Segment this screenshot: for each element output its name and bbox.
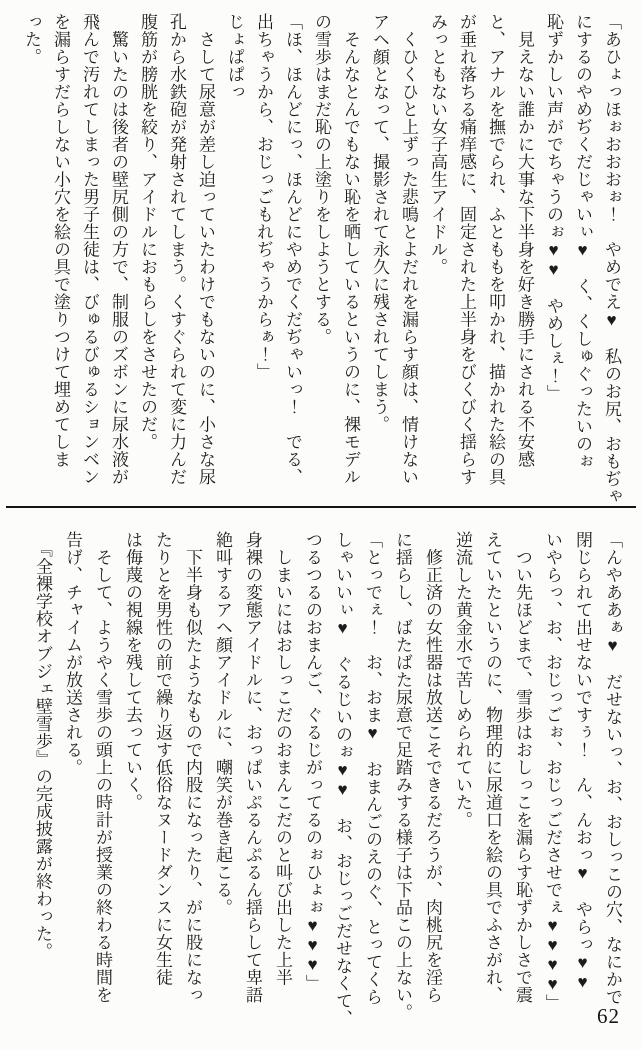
text-column: アヘ顔となって、撮影されて永久に残されてしまう。: [370, 13, 389, 433]
text-column: 「ほ、ほんどにっ、ほんどにやめでくだぢゃいっ！ でる、: [283, 13, 302, 486]
text-column: そして、ようやく雪歩の頭上の時計が授業の終わる時間を: [93, 531, 112, 1004]
text-column: じょぱぱっ: [225, 13, 244, 101]
bottom-text-block: [27, 531, 627, 1027]
text-column: 『全裸学校オブジェ壁雪歩』の完成披露が終わった。: [33, 531, 52, 960]
text-column: 恥ずかしい声がでちゃうのぉ♥♥ やめしぇ！」: [544, 13, 563, 402]
text-column: みっともない女子高生アイドル。: [428, 13, 447, 276]
text-column: しまいにはおしっこだのおまんこだのと叫び出した上半: [273, 531, 292, 986]
text-column: を漏らすだらしない小穴を絵の具で塗りつけて埋めてしま: [51, 13, 70, 468]
text-column: そんなとんでもない恥を晒しているというのに、裸モデル: [341, 13, 360, 486]
text-column: が垂れ落ちる痛痒感に、固定された上半身をびくびく揺らす: [457, 13, 476, 486]
text-column: 「んやああぁ♥ だせないっ、お、おしっこの穴、なにかで: [603, 531, 622, 1006]
text-column: 腹筋が膀胱を絞り、アイドルにおもらしをさせたのだ。: [138, 13, 157, 451]
text-column: たりとを男性の前で繰り返す低俗なヌードダンスに女生徒: [153, 531, 172, 986]
text-column: に揺らし、ばたばた尿意で足踏みする様子は下品この上ない。: [393, 531, 412, 1021]
text-column: 下半身も似たようなもので内股になったり、がに股になっ: [183, 531, 202, 1004]
text-column: 出ちゃうから、おじっごもれぢゃうからぁ！」: [254, 13, 273, 381]
top-text-block: [17, 13, 626, 505]
text-column: つるつるのおまんご、ぐるじがってるのぉひょぉ♥♥♥」: [303, 531, 322, 992]
text-column: は侮蔑の視線を残して去っていく。: [123, 531, 142, 811]
text-column: った。: [22, 13, 41, 66]
text-column: 「あひょっほぉおおおぉ！ やめでえ♥ 私のお尻、おもぢゃ: [602, 13, 621, 505]
page-number: 62: [597, 1004, 620, 1028]
text-column: 驚いたのは後者の壁尻側の方で、制服のズボンに尿水液が: [109, 13, 128, 486]
text-column: 「とっでぇ！ お、おま♥ おまんごのえのぐ、とってくら: [363, 531, 382, 1006]
text-column: 身裸の変態アイドルに、おっぱいぷるんぷるん揺らして卑語: [243, 531, 262, 1004]
text-column: の雪歩はまだ恥の上塗りをしようとする。: [312, 13, 331, 346]
text-column: 孔から水鉄砲が発射されてしまう。くすぐられて変に力んだ: [167, 13, 186, 486]
text-column: さして尿意が差し迫っていたわけでもないのに、小さな尿: [196, 13, 215, 486]
text-column: 告げ、チャイムが放送される。: [63, 531, 82, 776]
text-column: 閉じられて出せないですぅ！ ん、んおっ♥ やらっ♥♥: [573, 531, 592, 992]
text-column: 絶叫するアヘ顔アイドルに、嘲笑が巻き起こる。: [213, 531, 232, 916]
text-column: いやらっ、お、おじっごぉ、おじっごださせでぇ♥♥♥♥」: [543, 531, 562, 1012]
section-divider: [6, 506, 636, 508]
text-column: にするのやめぢくだじゃいぃ♥ く、くしゅぐったいのぉ: [573, 13, 592, 470]
text-column: 修正済の女性器は放送こそできるだろうが、肉桃尻を淫ら: [423, 531, 442, 1004]
text-column: えていたというのに、物理的に尿道口を絵の具でふさがれ、: [483, 531, 502, 1004]
text-column: と、アナルを撫でられ、ふとももを叩かれ、描かれた絵の具: [486, 13, 505, 486]
text-column: 見えない誰かに大事な下半身を好き勝手にされる不安感: [515, 13, 534, 468]
text-column: しゃいいぃ♥ ぐるじいのぉ♥♥ お、おじっごだせなくて、: [333, 531, 352, 1027]
text-column: 逆流した黄金水で苦しめられていた。: [453, 531, 472, 829]
text-column: 飛んで汚れてしまった男子生徒は、びゅるびゅるションベン: [80, 13, 99, 486]
text-column: つい先ほどまで、雪歩はおしっこを漏らす恥ずかしさで震: [513, 531, 532, 1004]
text-column: くひくひと上ずった悲鳴とよだれを漏らす顔は、情けない: [399, 13, 418, 486]
